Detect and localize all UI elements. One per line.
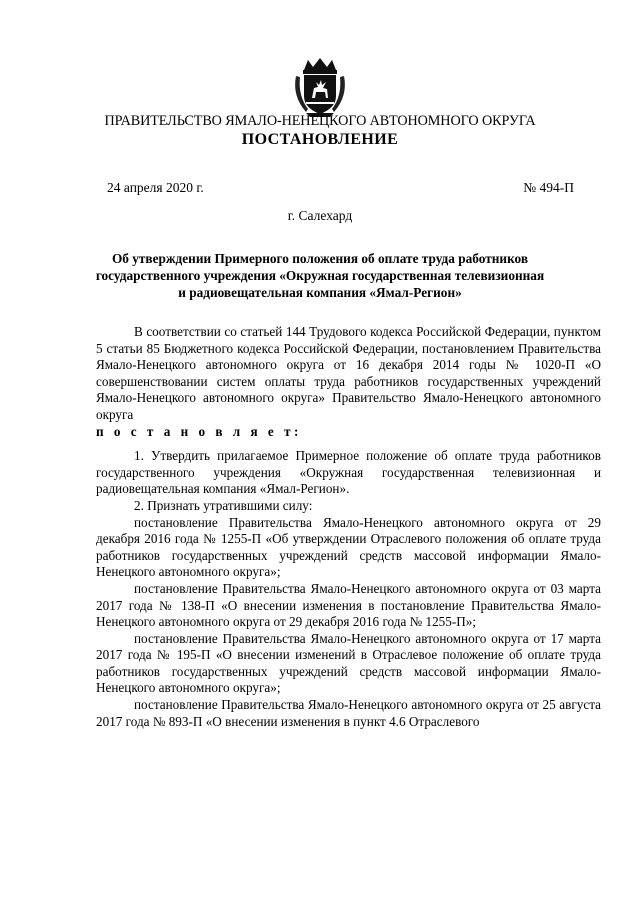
document-type: ПОСТАНОВЛЕНИЕ xyxy=(241,131,399,148)
decree-city: г. Салехард xyxy=(287,208,353,223)
preamble-paragraph: В соответствии со статьей 144 Трудового кодекса Российской Федерации, пунктом 5 статьи 85 Бюджетного кодекса Российской Федерации, постановлением Правительства Ямало-Ненецкого автономного округа от 16 декабря 2014 годы № 1020-П «О совершенствовании систем оплаты труда работников государственных учреждений Ямало-Ненецкого автономного округа» Правительство Ямало-Ненецкого автономного округа xyxy=(96,324,601,422)
decree-subject: Об утверждении Примерного положения об оплате труда работников государственного учреждения «Окружная государственная телевизионная и радиовещательная компания «Ямал-Регион» xyxy=(95,251,545,300)
item-1-paragraph: 1. Утвердить прилагаемое Примерное положение об оплате труда работников государственного учреждения «Окружная государственная телевизионная и радиовещательная компания «Ямал-Регион». xyxy=(96,448,601,497)
decree-number: № 494-П xyxy=(523,180,574,195)
decree-body xyxy=(96,324,601,730)
repealed-item: постановление Правительства Ямало-Ненецкого автономного округа от 17 марта 2017 года № 195-П «О внесении изменений в Отраслевое положение об оплате труда работников государственных учреждений средств массовой информации Ямало-Ненецкого автономного округа»; xyxy=(96,630,601,696)
repealed-item: постановление Правительства Ямало-Ненецкого автономного округа от 29 декабря 2016 года № 1255-П «Об утверждении Отраслевого положения об оплате труда работников государственных учреждений средств массовой информации Ямало-Ненецкого автономного округа»; xyxy=(96,514,601,580)
repealed-item: постановление Правительства Ямало-Ненецкого автономного округа от 03 марта 2017 года № 138-П «О внесении изменения в постановление Правительства Ямало-Ненецкого автономного округа от 29 декабря 2016 года № 1255-П»; xyxy=(96,580,601,630)
coat-of-arms-icon xyxy=(292,58,348,118)
decree-date: 24 апреля 2020 г. xyxy=(107,180,204,195)
government-name: ПРАВИТЕЛЬСТВО ЯМАЛО-НЕНЕЦКОГО АВТОНОМНОГО ОКРУГА xyxy=(104,113,536,129)
resolves-line: п о с т а н о в л я е т: xyxy=(96,423,302,439)
repealed-item: постановление Правительства Ямало-Ненецкого автономного округа от 25 августа 2017 года № 893-П «О внесении изменения в пункт 4.6 Отраслевого xyxy=(96,697,601,729)
item-2-paragraph: 2. Признать утратившими силу: xyxy=(134,497,313,513)
